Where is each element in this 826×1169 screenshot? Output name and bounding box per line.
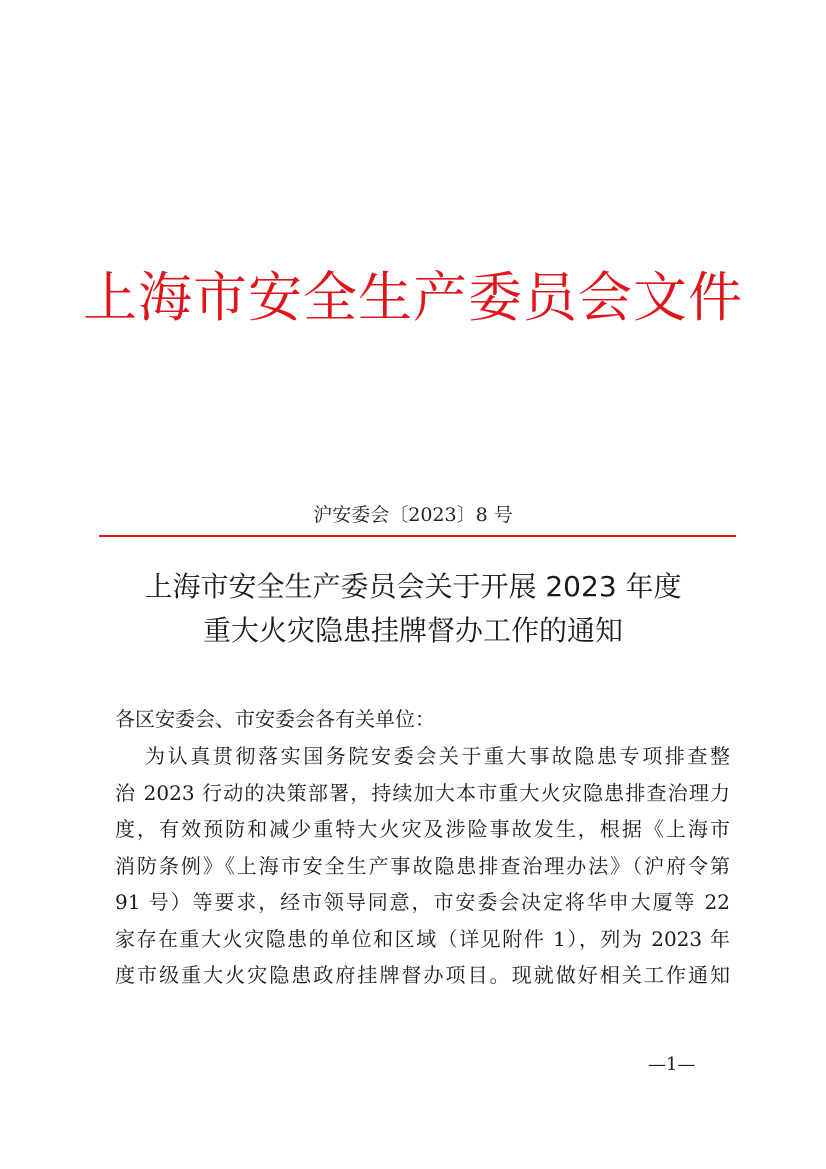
body-line: 家存在重大火灾隐患的单位和区域（详见附件 1），列为 2023 年 xyxy=(115,926,730,951)
red-separator-line xyxy=(99,535,736,537)
salutation: 各区安委会、市安委会各有关单位： xyxy=(115,707,435,731)
body-line: 91 号）等要求，经市领导同意，市安委会决定将华申大厦等 22 xyxy=(115,890,730,914)
body-paragraph xyxy=(115,738,730,994)
body-line: 消防条例》《上海市安全生产事故隐患排查治理办法》（沪府令第 xyxy=(115,853,730,878)
issuing-organization-title: 上海市安全生产委员会文件 xyxy=(83,266,743,329)
notice-title-line-2: 重大火灾隐患挂牌督办工作的通知 xyxy=(202,614,623,647)
body-line: 度，有效预防和减少重特大火灾及涉险事故发生，根据《上海市 xyxy=(115,817,730,841)
notice-title-line-1: 上海市安全生产委员会关于开展 2023 年度 xyxy=(144,570,682,603)
body-line: 治 2023 行动的决策部署，持续加大本市重大火灾隐患排查治理力 xyxy=(115,780,730,805)
body-line: 为认真贯彻落实国务院安委会关于重大事故隐患专项排查整 xyxy=(145,744,730,768)
body-line: 度市级重大火灾隐患政府挂牌督办项目。现就做好相关工作通知 xyxy=(115,963,730,987)
document-number: 沪安委会〔2023〕8 号 xyxy=(313,504,513,526)
page-number: —1— xyxy=(648,1054,696,1075)
notice-title xyxy=(0,565,826,653)
